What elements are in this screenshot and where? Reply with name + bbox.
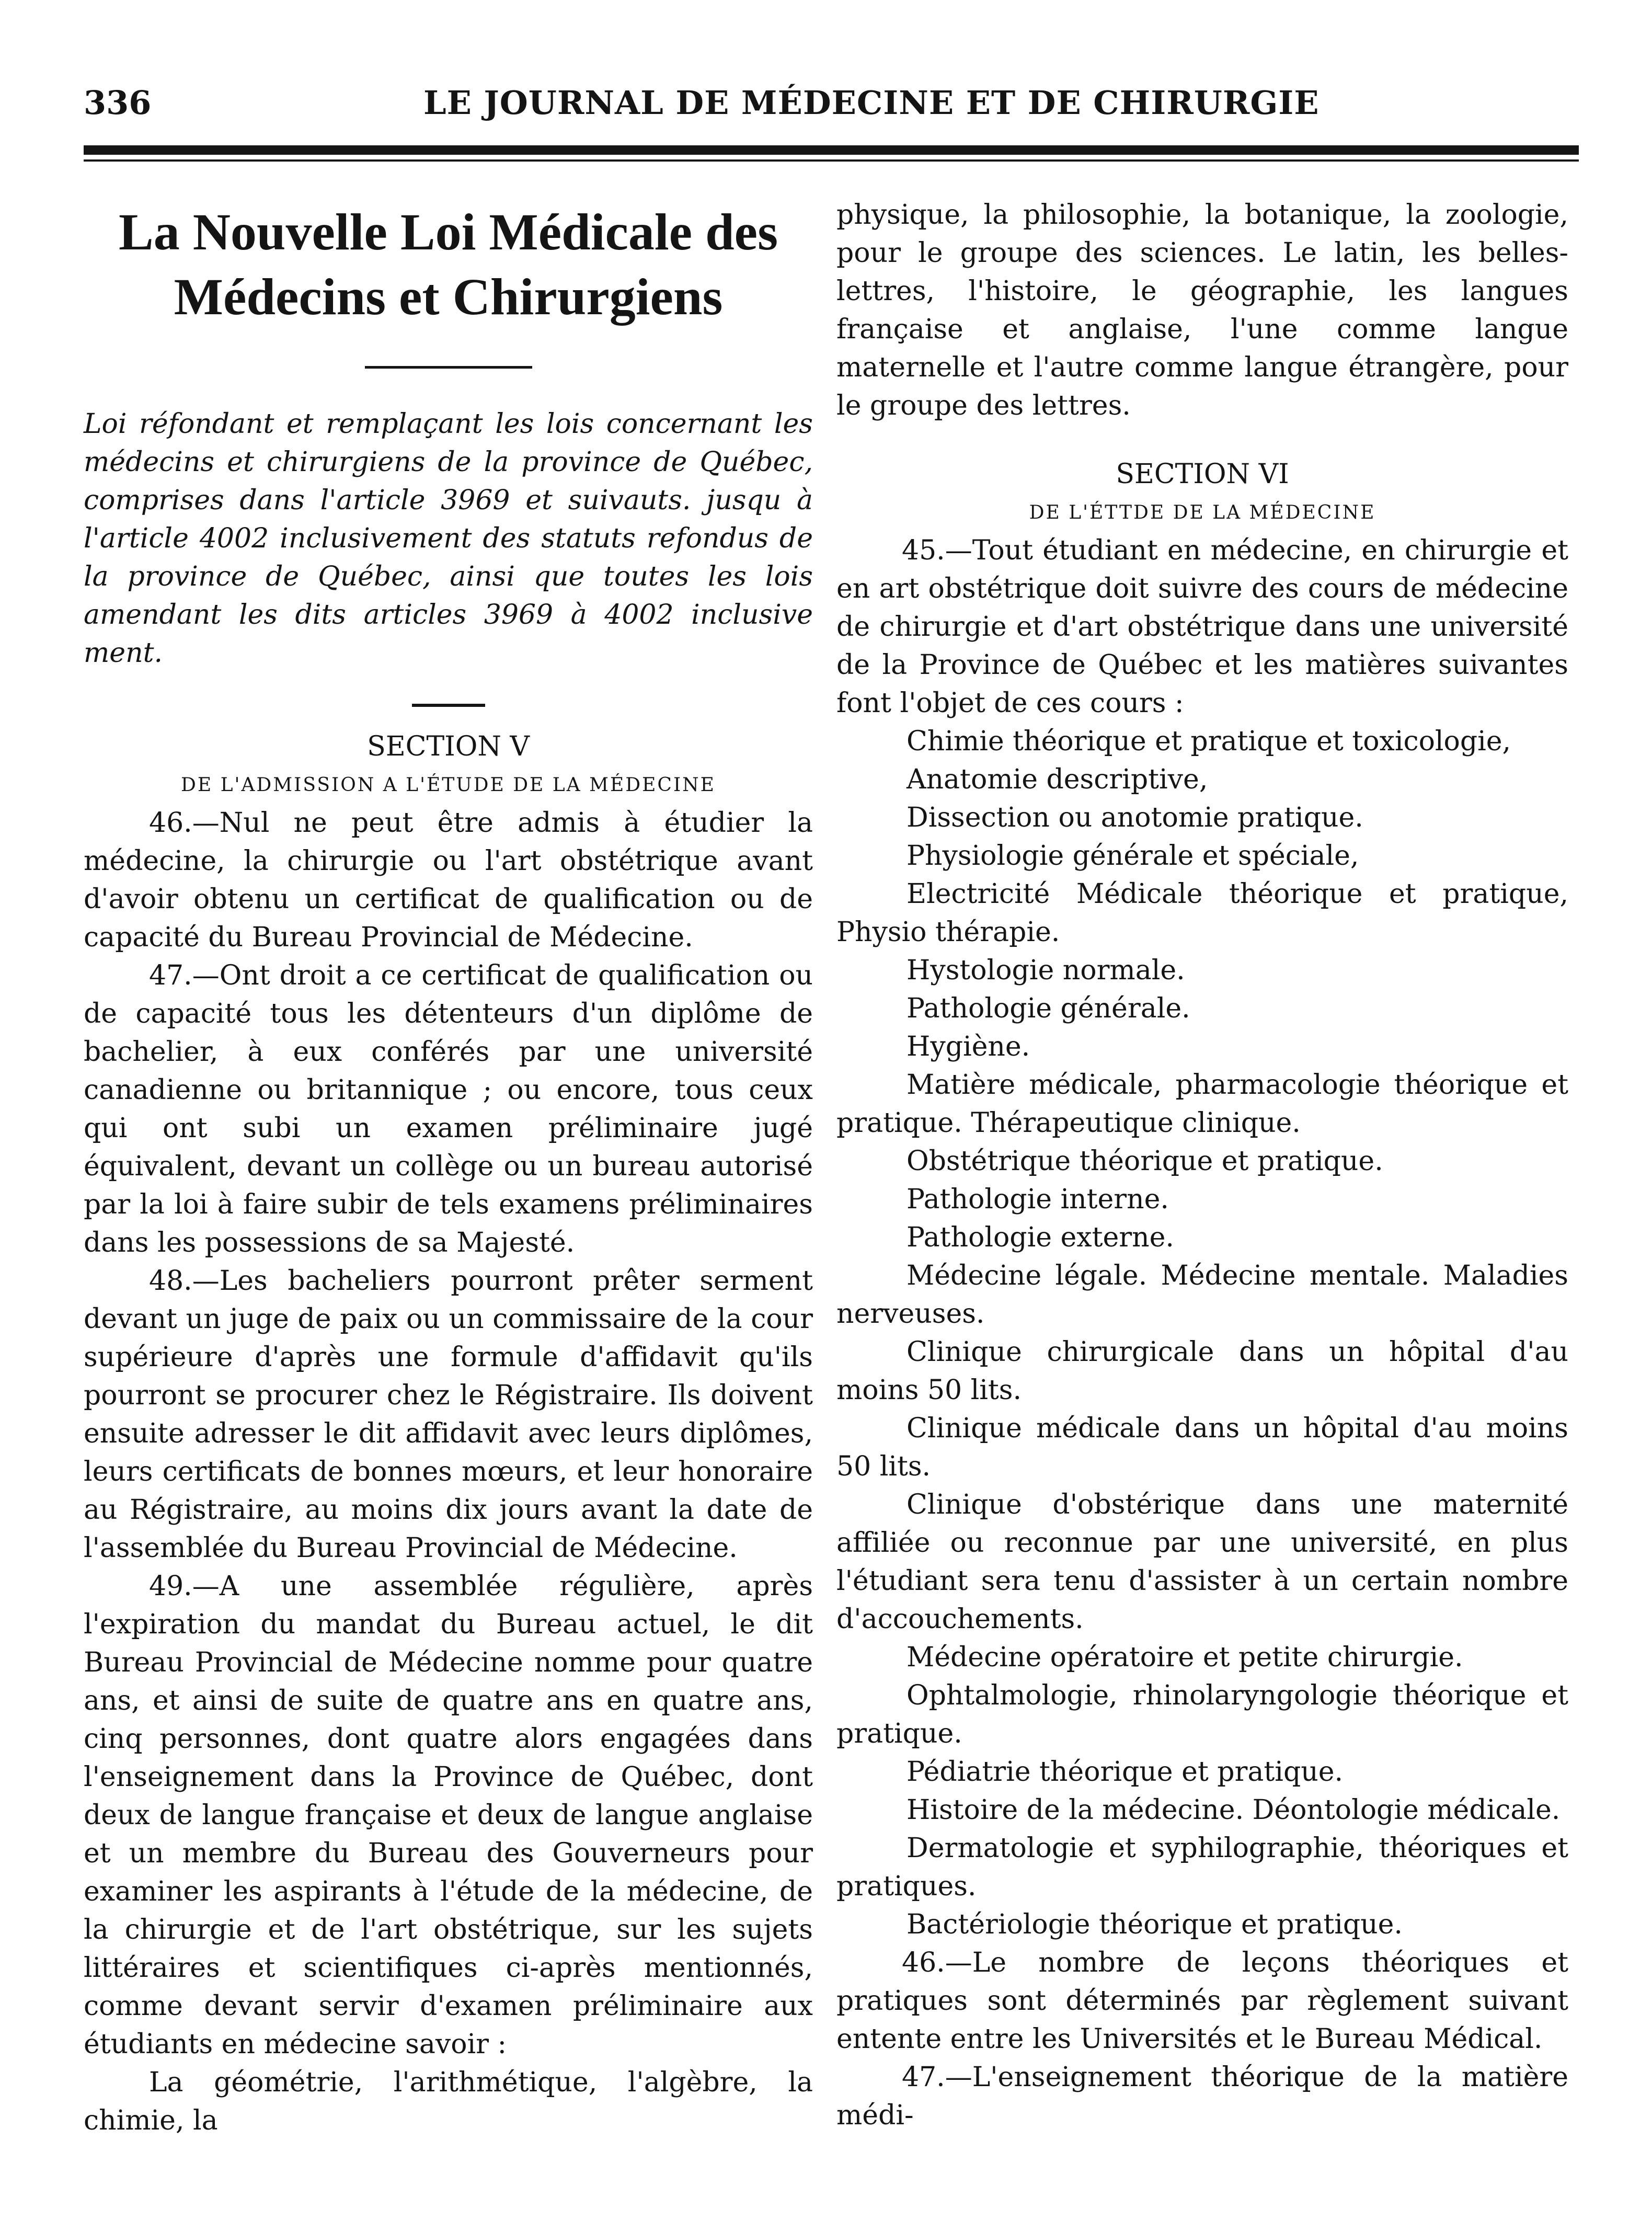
title-divider — [365, 366, 532, 369]
paragraph-45: 45.—Tout étudiant en médecine, en chirurgie et en art obstétrique doit suivre des cours de médecine de chirurgie et d'art obstétrique dans une université de la Province de Québec et les matières suivantes font l'objet de ces cours : — [836, 535, 1568, 719]
paragraph-47: 47.—Ont droit a ce certificat de qualification ou de capacité tous les détenteurs d'un diplôme de bachelier, à eux conférés par une université canadienne ou britannique ; ou encore, tous ceux qui ont subi un examen préliminaire jugé équivalent, devant un collège ou un bureau autorisé par la loi à faire subir de tels examens préliminaires dans les possessions de sa Majesté. — [84, 960, 813, 1258]
subject-item: Pathologie générale. — [907, 993, 1190, 1024]
subject-item: Ophtalmologie, rhinolaryngologie théorique et pratique. — [836, 1680, 1568, 1749]
header-rule-thin — [84, 159, 1579, 162]
subject-item: Clinique chirurgicale dans un hôpital d'au moins 50 lits. — [836, 1336, 1568, 1406]
subject-item: Pédiatrie théorique et pratique. — [907, 1756, 1344, 1788]
subject-item: Dermatologie et syphilographie, théoriques et pratiques. — [836, 1833, 1568, 1902]
subject-item: Hygiène. — [907, 1031, 1030, 1062]
subject-item: Dissection ou anotomie pratique. — [907, 802, 1363, 833]
subject-item: Electricité Médicale théorique et pratique, Physio thérapie. — [836, 878, 1568, 948]
continuation-paragraph: physique, la philosophie, la botanique, la zoologie, pour le groupe des sciences. Le latin, les belles-lettres, l'histoire, le géographie, les langues française et anglaise, l'une comme langue maternelle et l'autre comme langue étrangère, pour le groupe des lettres. — [836, 199, 1568, 421]
subject-item: Physiologie générale et spéciale, — [907, 840, 1359, 872]
subject-item: Matière médicale, pharmacologie théorique et pratique. Thérapeutique clinique. — [836, 1069, 1568, 1139]
paragraph-48: 48.—Les bacheliers pourront prêter serment devant un juge de paix ou un commissaire de la cour supérieure d'après une formule d'affidavit qu'ils pourront se procurer chez le Régistraire. Ils doivent ensuite adresser le dit affidavit avec leurs diplômes, leurs certificats de bonnes mœurs, et leur honoraire au Régistraire, au moins dix jours avant la date de l'assemblée du Bureau Provincial de Médecine. — [84, 1265, 813, 1564]
subject-item: Médecine légale. Médecine mentale. Maladies nerveuses. — [836, 1260, 1568, 1330]
subject-item: Pathologie externe. — [907, 1222, 1174, 1253]
article-title: La Nouvelle Loi Médicale des Médecins et Chirurgiens — [119, 203, 778, 326]
subject-item: Chimie théorique et pratique et toxicologie, — [907, 726, 1511, 757]
paragraph-49: 49.—A une assemblée régulière, après l'expiration du mandat du Bureau actuel, le dit Bureau Provincial de Médecine nomme pour quatre ans, et ainsi de suite de quatre ans en quatre ans, cinq personnes, dont quatre alors engagées dans l'enseignement dans la Province de Québec, dont deux de langue française et deux de langue anglaise et un membre du Bureau des Gouverneurs pour examiner les aspirants à l'étude de la médecine, de la chirurgie et de l'art obstétrique, sur les sujets littéraires et scientifiques ci-après mentionnés, comme devant servir d'examen préliminaire aux étudiants en médecine savoir : — [84, 1571, 813, 2060]
subject-item: Clinique médicale dans un hôpital d'au moins 50 lits. — [836, 1413, 1568, 1482]
subject-item: Médecine opératoire et petite chirurgie. — [907, 1642, 1463, 1673]
paragraph-47-teaching: 47.—L'enseignement théorique de la matière médi- — [836, 2062, 1568, 2131]
right-column — [836, 196, 1568, 2135]
page-number: 336 — [84, 84, 152, 122]
subject-item: Pathologie interne. — [907, 1184, 1169, 1215]
paragraph-46: 46.—Nul ne peut être admis à étudier la médecine, la chirurgie ou l'art obstétrique avant d'avoir obtenu un certificat de qualification ou de capacité du Bureau Provincial de Médecine. — [84, 807, 813, 953]
subject-item: Histoire de la médecine. Déontologie médicale. — [907, 1794, 1561, 1826]
section-vi-heading: SECTION VI — [1116, 459, 1289, 490]
paragraph-46-lessons: 46.—Le nombre de leçons théoriques et pratiques sont déterminés par règlement suivant entente entre les Universités et le Bureau Médical. — [836, 1947, 1568, 2055]
subject-item: Clinique d'obstérique dans une maternité affiliée ou reconnue par une université, en plus l'étudiant sera tenu d'assister à un certain nombre d'accouchements. — [836, 1489, 1568, 1635]
section-v-heading: SECTION V — [367, 731, 530, 762]
article-intro: Loi réfondant et remplaçant les lois concernant les médecins et chirurgiens de la province de Québec, comprises dans l'article 3969 et suivauts. jusqu à l'article 4002 inclusivement des statuts refondus de la province de Québec, ainsi que toutes les lois amendant les dits articles 3969 à 4002 inclusive ment. — [84, 408, 813, 669]
subject-item: Anatomie descriptive, — [907, 764, 1208, 795]
running-head: LE JOURNAL DE MÉDECINE ET DE CHIRURGIE — [423, 84, 1320, 122]
header-rule-thick — [84, 145, 1579, 155]
left-column — [84, 193, 813, 2140]
subject-item: Hystologie normale. — [907, 955, 1185, 986]
section-v-subheading: DE L'ADMISSION A L'ÉTUDE DE LA MÉDECINE — [181, 774, 716, 796]
subject-item: Obstétrique théorique et pratique. — [907, 1146, 1383, 1177]
paragraph-subjects-start: La géométrie, l'arithmétique, l'algèbre, la chimie, la — [84, 2067, 813, 2136]
intro-divider — [412, 704, 485, 707]
subject-item: Bactériologie théorique et pratique. — [907, 1909, 1403, 1940]
section-vi-subheading: DE L'ÉTTDE DE LA MÉDECINE — [1029, 502, 1376, 523]
